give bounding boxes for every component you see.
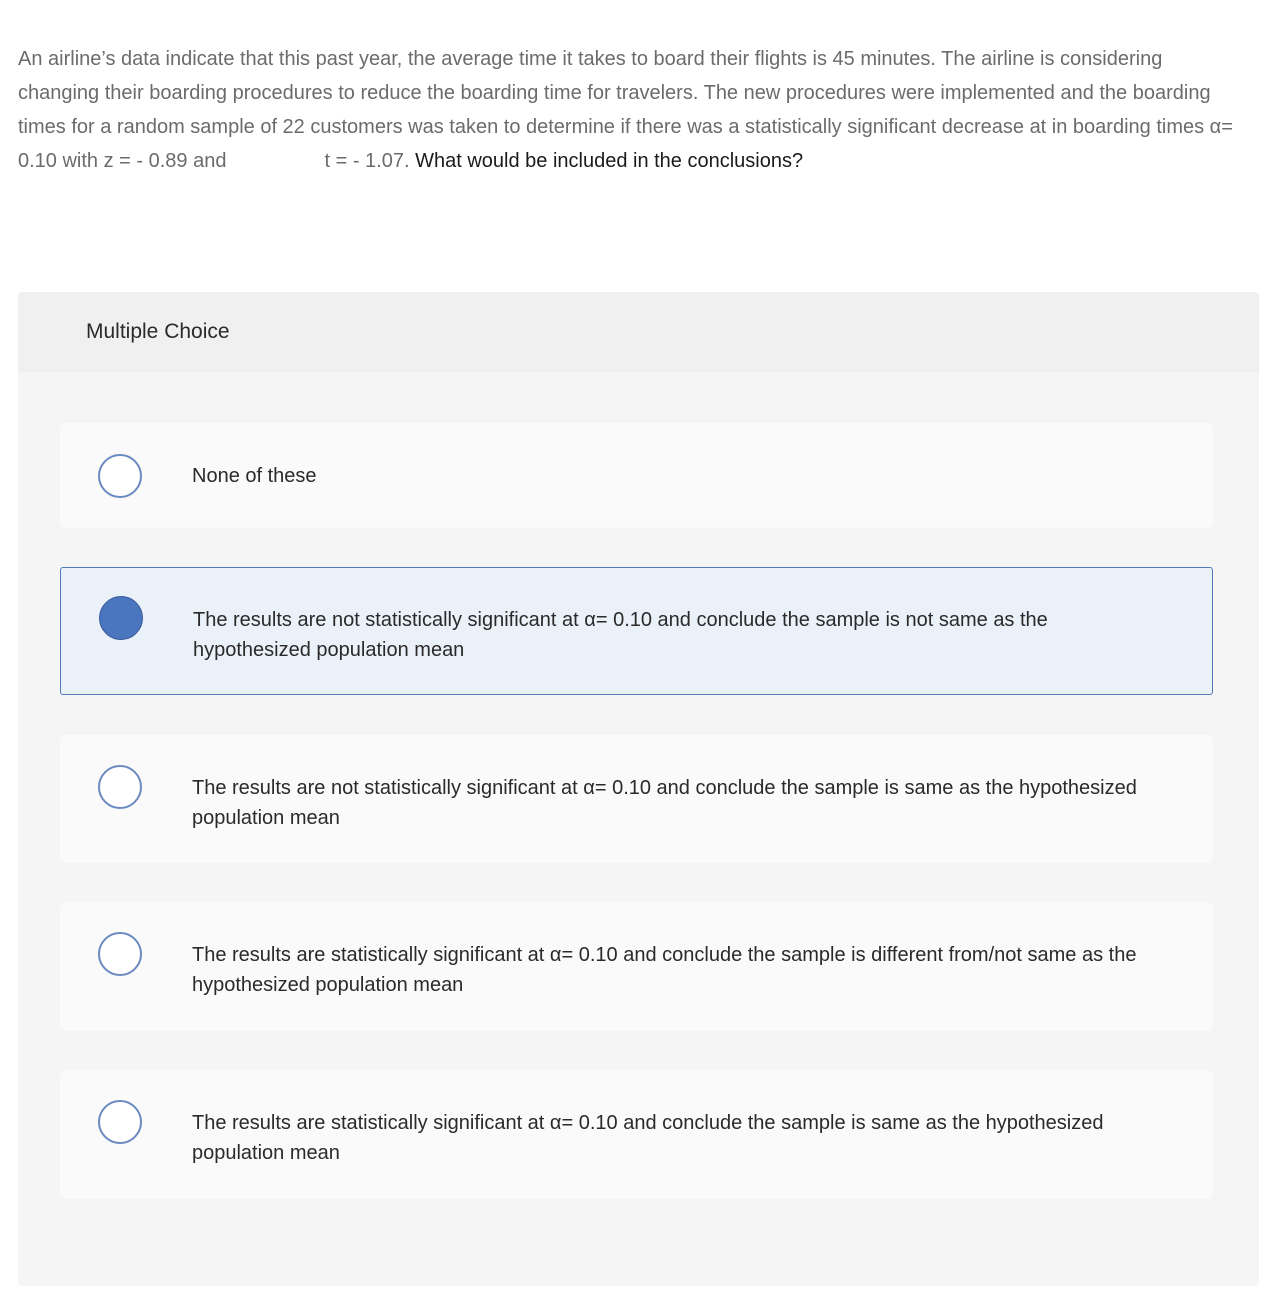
- multiple-choice-label: Multiple Choice: [86, 320, 230, 343]
- radio-button-option-3[interactable]: [98, 765, 142, 809]
- multiple-choice-header: [18, 292, 1259, 372]
- radio-button-option-2[interactable]: [99, 596, 143, 640]
- choice-option-1[interactable]: [60, 423, 1213, 528]
- question-part-1: An airline’s data indicate that this past year, the average time it takes to board their flights is 45 minutes. The airline is considering changing their boarding procedures to reduce the boarding time for travelers. The new procedures were implemented and the boarding times for a random sample of 22 customers was taken to determine if there was a statistically significant decrease at in boarding times α= 0.10 with z = - 0.89 and: [18, 48, 1233, 172]
- choice-label-option-5: The results are statistically significant at α= 0.10 and conclude the sample is same as the hypothesized population mean: [192, 1112, 1104, 1164]
- choice-label-option-3: The results are not statistically significant at α= 0.10 and conclude the sample is same as the hypothesized population mean: [192, 777, 1137, 829]
- radio-button-option-4[interactable]: [98, 932, 142, 976]
- choice-option-2[interactable]: [60, 567, 1213, 695]
- choice-option-5[interactable]: [60, 1070, 1213, 1199]
- choice-label-option-1: None of these: [192, 465, 317, 487]
- question-text: [18, 42, 1248, 178]
- choice-option-3[interactable]: [60, 735, 1213, 863]
- choice-label-option-4: The results are statistically significant at α= 0.10 and conclude the sample is different from/not same as the hypothesized population mean: [192, 944, 1137, 996]
- choice-option-4[interactable]: [60, 902, 1213, 1031]
- radio-button-option-5[interactable]: [98, 1100, 142, 1144]
- radio-button-option-1[interactable]: [98, 454, 142, 498]
- question-part-2: t = - 1.07.: [324, 150, 410, 172]
- question-part-3: What would be included in the conclusions?: [415, 150, 804, 172]
- choice-label-option-2: The results are not statistically significant at α= 0.10 and conclude the sample is not same as the hypothesized population mean: [193, 609, 1048, 661]
